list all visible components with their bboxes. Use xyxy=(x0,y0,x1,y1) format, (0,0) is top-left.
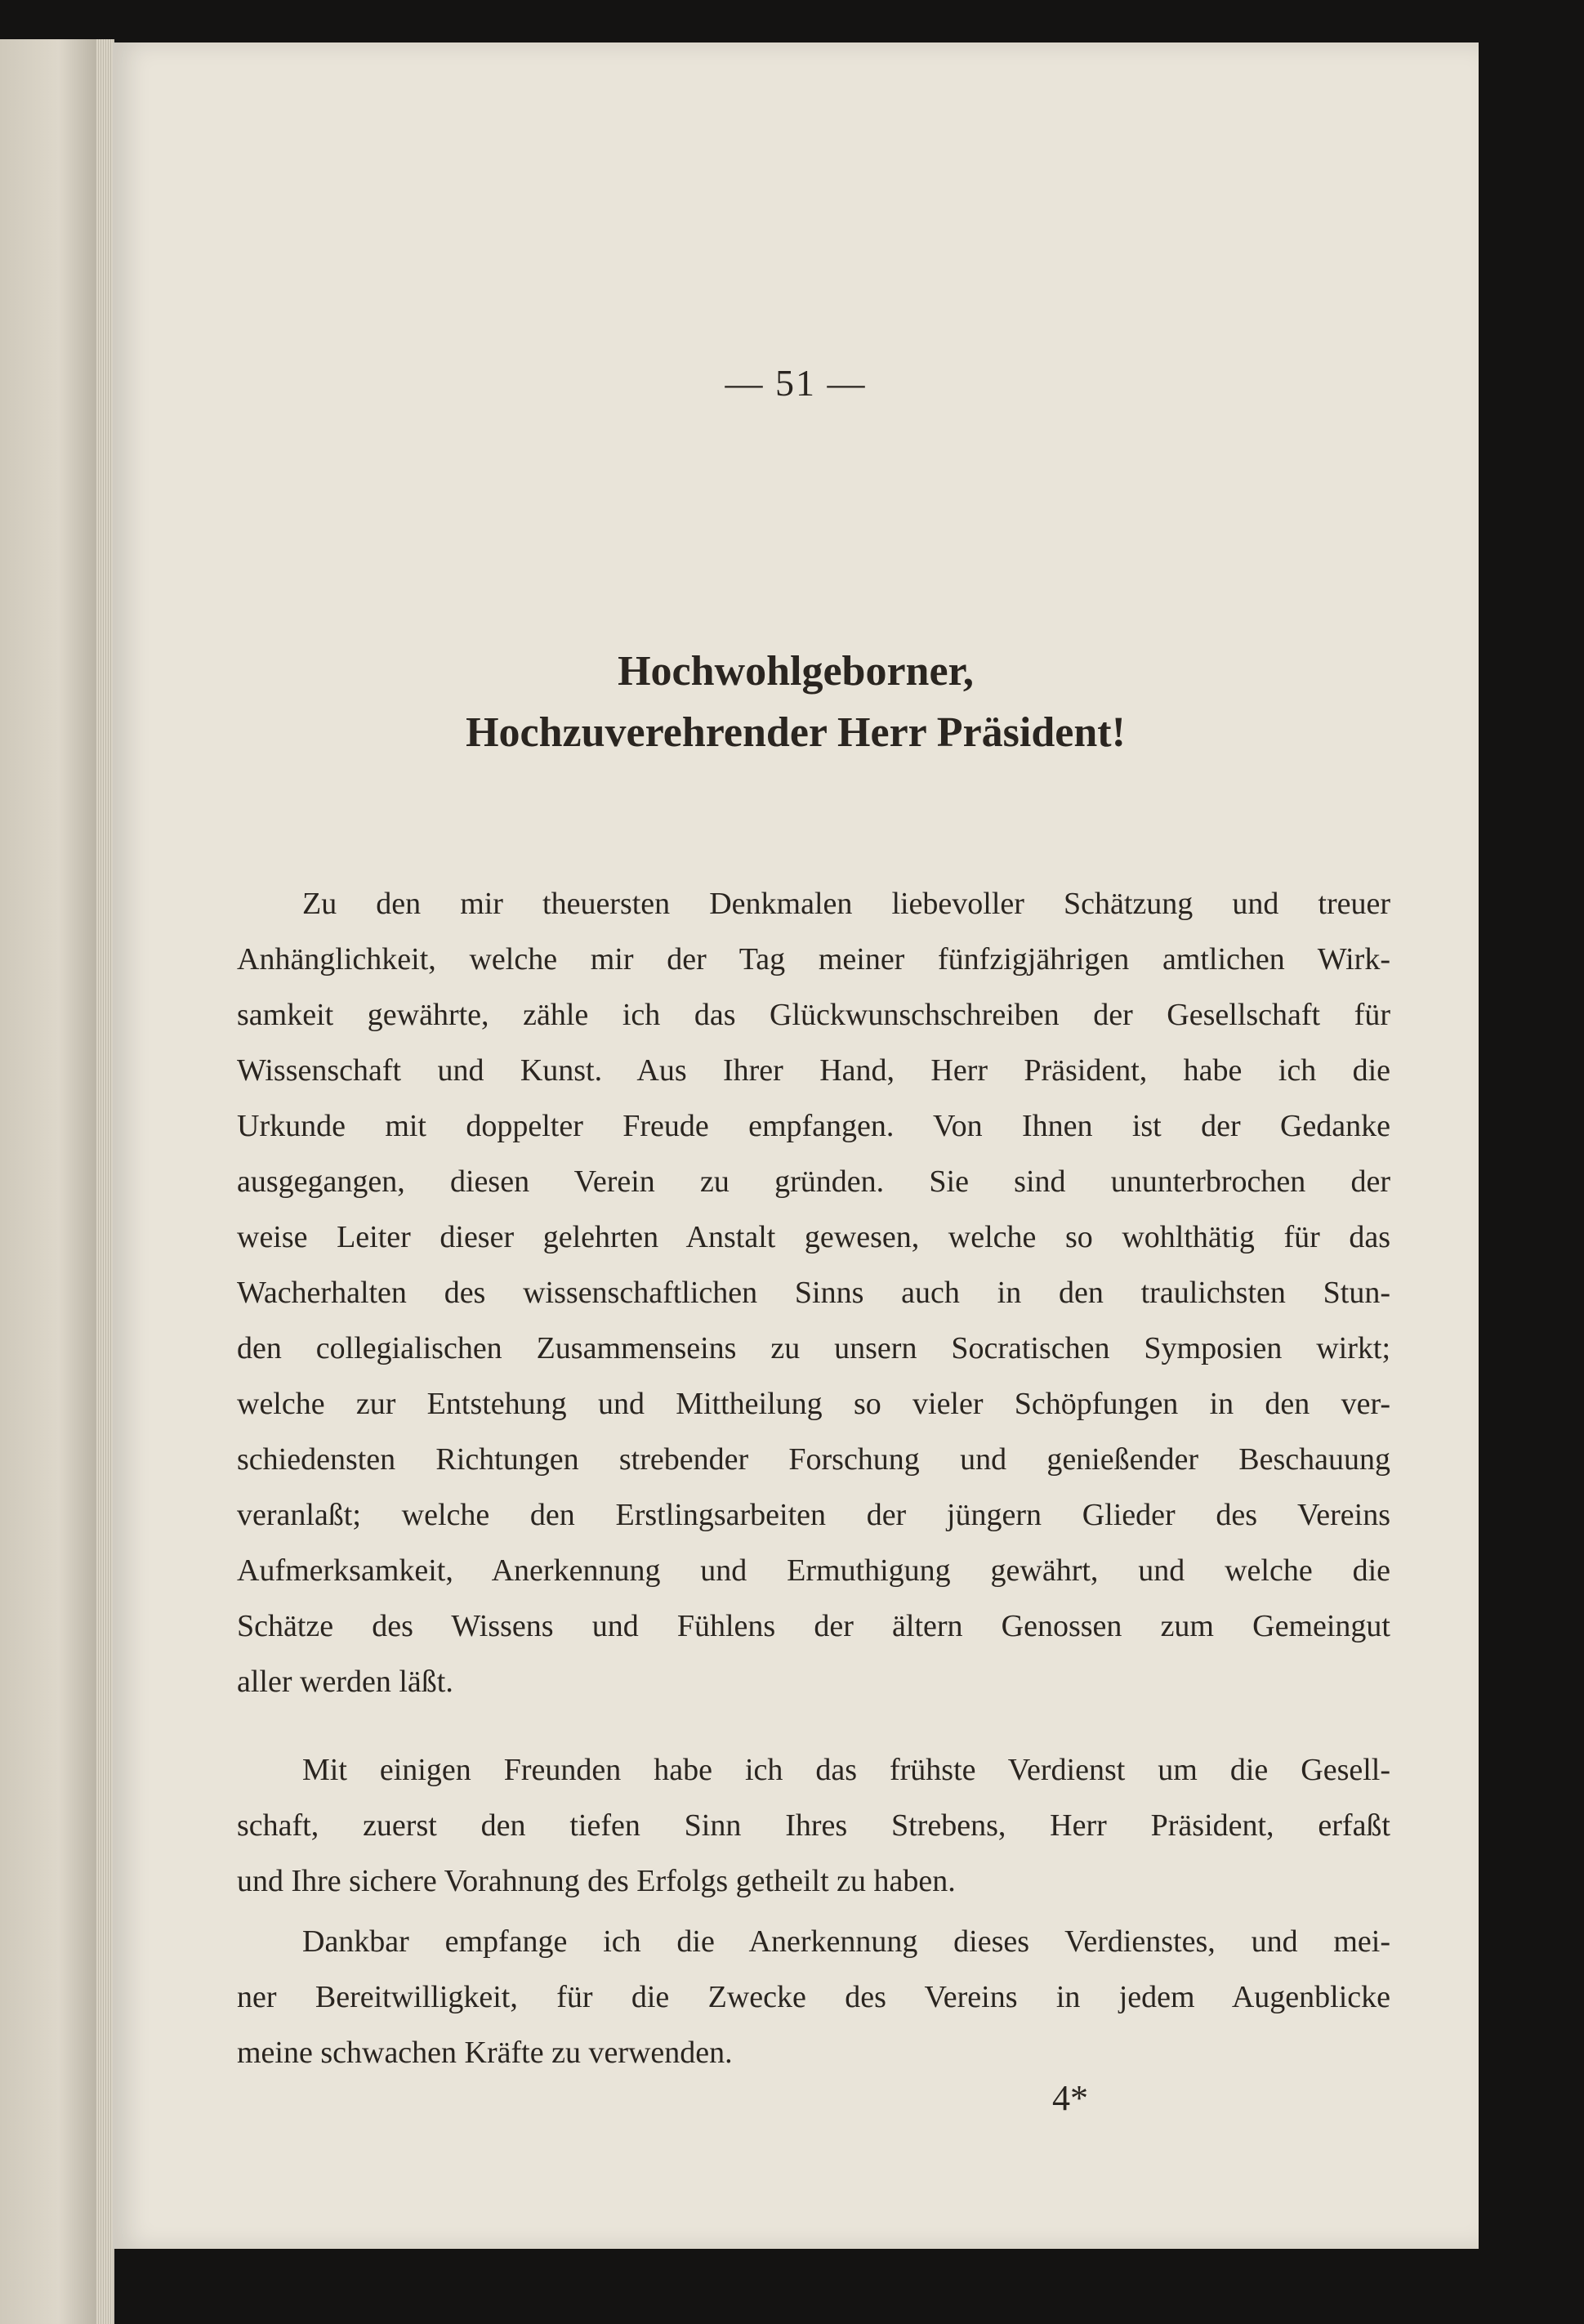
text-line: Anhänglichkeit, welche mir der Tag meiner fünfzigjährigen amtlichen Wirk- xyxy=(237,942,1390,977)
text-line: schaft, zuerst den tiefen Sinn Ihres Strebens, Herr Präsident, erfaßt xyxy=(237,1808,1390,1843)
text-line: Aufmerksamkeit, Anerkennung und Ermuthigung gewährt, und welche die xyxy=(237,1553,1390,1588)
text-line: Dankbar empfange ich die Anerkennung dieses Verdienstes, und mei- xyxy=(302,1924,1390,1959)
text-line: Urkunde mit doppelter Freude empfangen. Von Ihnen ist der Gedanke xyxy=(237,1109,1390,1143)
text-line: aller werden läßt. xyxy=(237,1665,453,1699)
text-line: Mit einigen Freunden habe ich das frühste Verdienst um die Gesell- xyxy=(302,1753,1390,1787)
text-line: meine schwachen Kräfte zu verwenden. xyxy=(237,2036,733,2070)
text-line: Zu den mir theuersten Denkmalen liebevoller Schätzung und treuer xyxy=(302,887,1390,921)
text-line: schiedensten Richtungen strebender Forschung und genießender Beschauung xyxy=(237,1442,1390,1477)
text-line: und Ihre sichere Vorahnung des Erfolgs getheilt zu haben. xyxy=(237,1864,956,1898)
text-line: weise Leiter dieser gelehrten Anstalt gewesen, welche so wohlthätig für das xyxy=(237,1220,1390,1254)
text-line: veranlaßt; welche den Erstlingsarbeiten der jüngern Glieder des Vereins xyxy=(237,1498,1390,1532)
salutation-line-1: Hochwohlgeborner, xyxy=(618,648,974,695)
paragraph-1 xyxy=(237,876,1390,1709)
text-line: Wacherhalten des wissenschaftlichen Sinns auch in den traulichsten Stun- xyxy=(237,1276,1390,1310)
page-number: — 51 — xyxy=(725,362,867,404)
salutation-line-2: Hochzuverehrender Herr Präsident! xyxy=(466,709,1126,756)
text-line: welche zur Entstehung und Mittheilung so vieler Schöpfungen in den ver- xyxy=(237,1387,1390,1421)
text-line: den collegialischen Zusammenseins zu unsern Socratischen Symposien wirkt; xyxy=(237,1331,1390,1365)
signature-mark: 4* xyxy=(1052,2078,1088,2118)
paragraph-3 xyxy=(237,1914,1390,2080)
page-fore-edge xyxy=(96,39,114,2324)
text-line: Schätze des Wissens und Fühlens der ältern Genossen zum Gemeingut xyxy=(237,1609,1390,1643)
paragraph-2 xyxy=(237,1742,1390,1909)
text-line: Wissenschaft und Kunst. Aus Ihrer Hand, Herr Präsident, habe ich die xyxy=(237,1053,1390,1088)
text-line: ner Bereitwilligkeit, für die Zwecke des Vereins in jedem Augenblicke xyxy=(237,1980,1390,2014)
text-line: ausgegangen, diesen Verein zu gründen. Sie sind ununterbrochen der xyxy=(237,1164,1390,1199)
book-page xyxy=(113,42,1479,2249)
text-line: samkeit gewährte, zähle ich das Glückwunschschreiben der Gesellschaft für xyxy=(237,998,1390,1032)
left-page-edge xyxy=(0,39,98,2324)
